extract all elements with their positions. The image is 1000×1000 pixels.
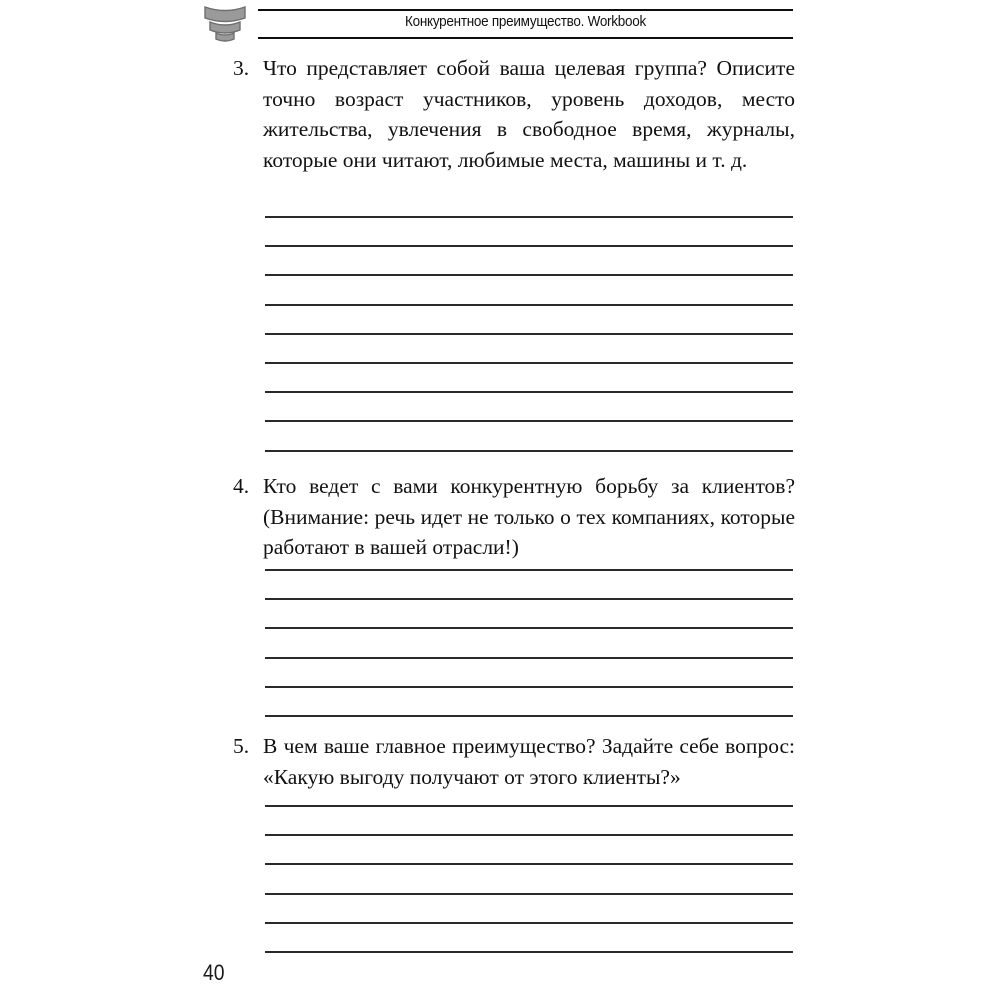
stacked-bands-icon (201, 3, 249, 43)
page-header (0, 0, 1000, 46)
answer-line[interactable] (265, 216, 793, 218)
answer-line[interactable] (265, 420, 793, 422)
answer-line[interactable] (265, 598, 793, 600)
running-header-title: Конкурентное преимущество. Workbook (405, 13, 646, 30)
page-number: 40 (203, 960, 225, 985)
answer-line[interactable] (265, 893, 793, 895)
answer-line[interactable] (265, 362, 793, 364)
answer-lines-4[interactable] (265, 569, 793, 717)
answer-line[interactable] (265, 834, 793, 836)
answer-line[interactable] (265, 863, 793, 865)
answer-line[interactable] (265, 391, 793, 393)
question-number-3: 3. (233, 56, 250, 80)
question-item-3 (233, 53, 795, 175)
answer-line[interactable] (265, 922, 793, 924)
question-item-4 (233, 471, 795, 563)
question-text-5: В чем ваше главное преимущество? Задайте себе вопрос: «Какую выгоду получают от этого клиенты?» (263, 734, 795, 789)
question-item-5 (233, 731, 795, 792)
question-text-3: Что представляет собой ваша целевая группа? Описите точно возраст участников, уровень доходов, место жительства, увлечения в свободное время, журналы, которые они читают, любимые места, машины и т. д. (263, 56, 795, 172)
answer-line[interactable] (265, 715, 793, 717)
answer-line[interactable] (265, 951, 793, 953)
answer-line[interactable] (265, 686, 793, 688)
page-footer (0, 954, 1000, 1000)
question-number-4: 4. (233, 474, 250, 498)
question-text-4: Кто ведет с вами конкурентную борьбу за клиентов? (Внимание: речь идет не только о тех компаниях, которые работают в вашей отрасли!) (263, 474, 795, 559)
answer-line[interactable] (265, 304, 793, 306)
header-rule-bottom (258, 37, 793, 39)
answer-line[interactable] (265, 450, 793, 452)
question-number-5: 5. (233, 734, 250, 758)
answer-line[interactable] (265, 245, 793, 247)
answer-line[interactable] (265, 274, 793, 276)
answer-line[interactable] (265, 569, 793, 571)
answer-line[interactable] (265, 657, 793, 659)
answer-line[interactable] (265, 333, 793, 335)
answer-line[interactable] (265, 627, 793, 629)
answer-line[interactable] (265, 805, 793, 807)
answer-lines-5[interactable] (265, 805, 793, 953)
answer-lines-3[interactable] (265, 216, 793, 452)
